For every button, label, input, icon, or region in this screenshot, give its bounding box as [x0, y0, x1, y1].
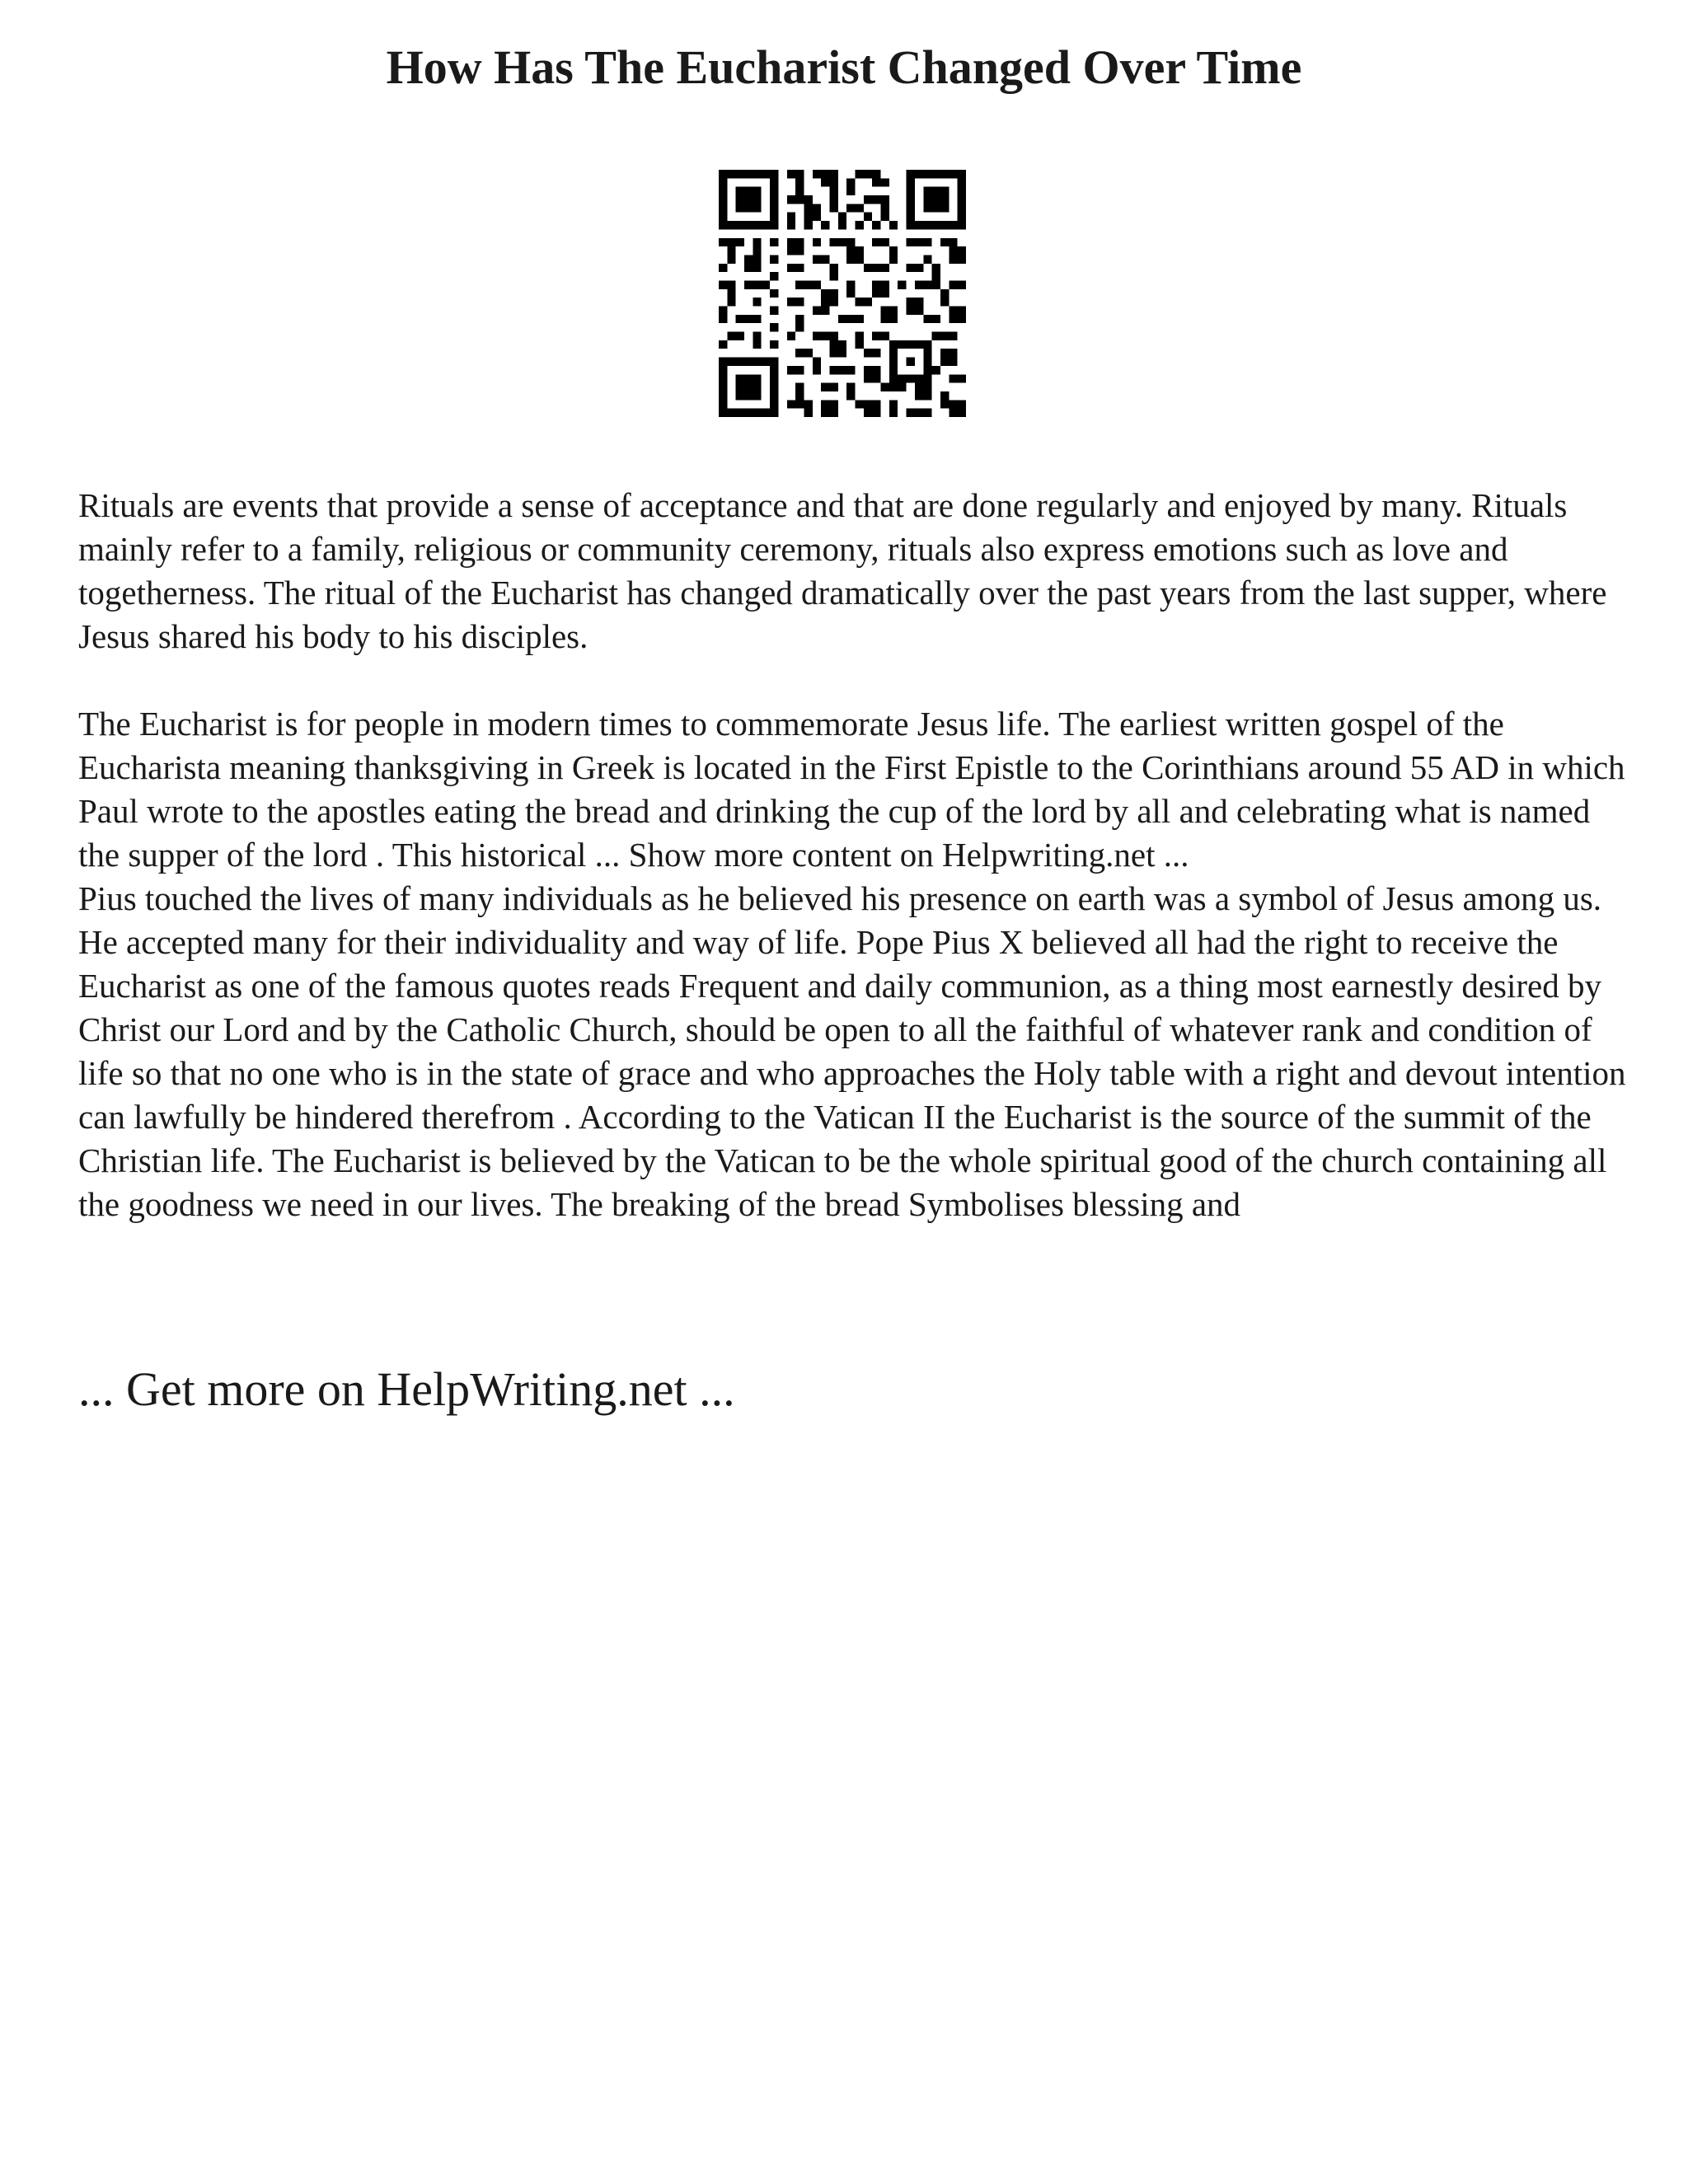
paragraph-main: The Eucharist is for people in modern times to commemorate Jesus life. The earliest written gospel of the Eucharista meaning thanksgiving in Greek is located in the First Epistle to the Corinthians around 55 AD in which Paul wrote to the apostles eating the bread and drinking the cup of the lord by all and celebrating what is named the supper of the lord . This historical ... Show more content on Helpwriting.net ... Pius touched the lives of many individuals as he believed his presence on earth was a symbol of Jesus among us. He accepted many for their individuality and way of life. Pope Pius X believed all had the right to receive the Eucharist as one of the famous quotes reads Frequent and daily communion, as a thing most earnestly desired by Christ our Lord and by the Catholic Church, should be open to all the faithful of whatever rank and condition of life so that no one who is in the state of grace and who approaches the Holy table with a right and devout intention can lawfully be hindered therefrom . According to the Vatican II the Eucharist is the source of the summit of the Christian life. The Eucharist is believed by the Vatican to be the whole spiritual good of the church containing all the goodness we need in our lives. The breaking of the bread Symbolises blessing and: [78, 705, 1626, 1223]
paragraph-intro: Rituals are events that provide a sense of acceptance and that are done regularly and enjoyed by many. Rituals mainly refer to a family, religious or community ceremony, rituals also express emotions such as love and togetherness. The ritual of the Eucharist has changed dramatically over the past years from the last supper, where Jesus shared his body to his disciples.: [78, 486, 1607, 655]
qr-code-icon[interactable]: [719, 170, 966, 417]
get-more-link[interactable]: ... Get more on HelpWriting.net ...: [78, 1362, 735, 1416]
document-title: How Has The Eucharist Changed Over Time: [386, 40, 1302, 94]
